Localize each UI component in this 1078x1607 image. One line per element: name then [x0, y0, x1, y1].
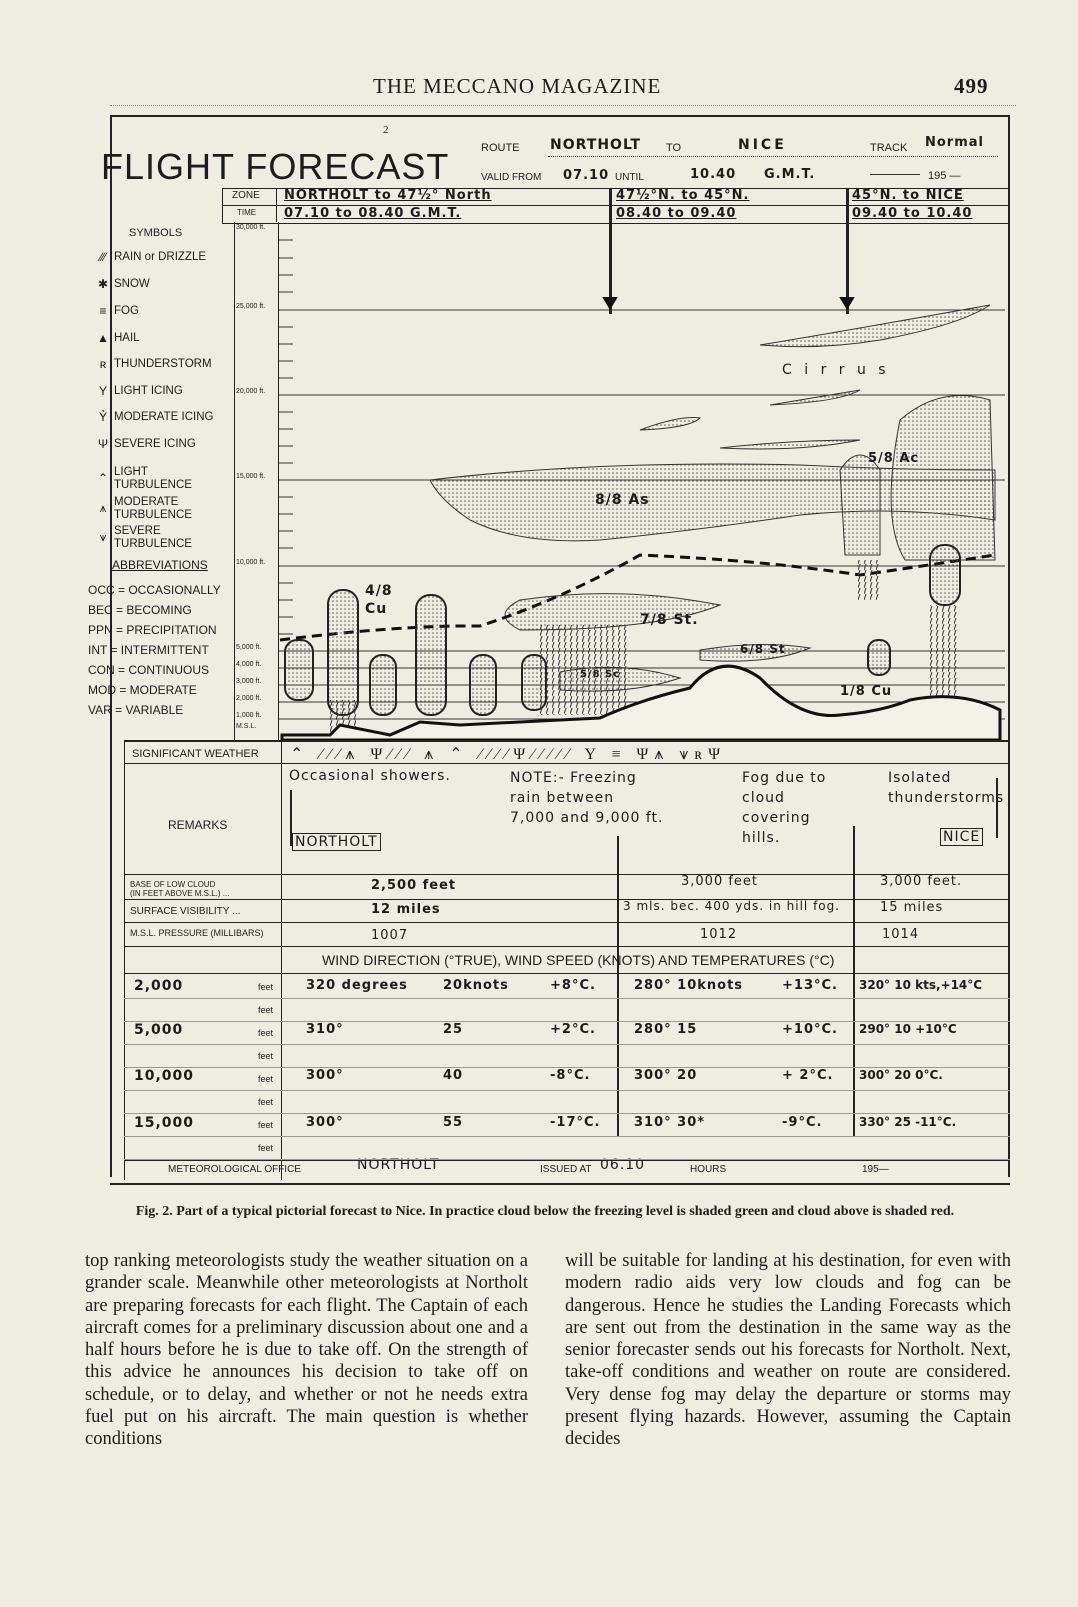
wind-altitude: 2,000	[134, 978, 184, 994]
time-2: 08.40 to 09.40	[616, 206, 737, 221]
office-label: METEOROLOGICAL OFFICE	[168, 1164, 301, 1175]
feet-label: feet	[258, 1143, 274, 1153]
valid-from-label: VALID FROM	[481, 172, 542, 183]
end-arrow	[996, 778, 998, 838]
remark-freezing-rain: NOTE:- Freezing rain between 7,000 and 9,000 ft.	[510, 770, 664, 826]
wind-z2-dir-speed: 280° 15	[634, 1022, 698, 1037]
wind-altitude: 15,000	[134, 1115, 195, 1131]
wind-z1-temp: +8°C.	[550, 978, 596, 993]
route-label: ROUTE	[481, 142, 520, 154]
symbol-label: THUNDERSTORM	[114, 358, 212, 371]
altitude-label: 2,000 ft.	[236, 695, 262, 702]
symbol-label: HAIL	[114, 332, 140, 345]
label-col-line	[281, 740, 282, 1180]
symbol-row	[92, 250, 206, 264]
page-number: 499	[954, 74, 989, 98]
wind-z1-direction: 310°	[306, 1022, 344, 1037]
abbreviation-item: MOD = MODERATE	[88, 683, 197, 697]
start-arrow	[290, 790, 292, 846]
row-label-pressure: M.S.L. PRESSURE (MILLIBARS)	[130, 928, 264, 938]
light-icing-icon: Y	[98, 384, 107, 398]
track-label: TRACK	[870, 142, 908, 154]
form-bottom	[110, 1183, 1010, 1185]
wind-z2-temp: +13°C.	[782, 978, 838, 993]
issued-value: 06.10	[600, 1157, 646, 1173]
route-to: NICE	[738, 137, 787, 153]
symbol-label: SNOW	[114, 278, 150, 291]
severe-turbulence-icon: ⩛	[99, 530, 107, 545]
altitude-label: 30,000 ft.	[236, 224, 266, 231]
wind-z1-temp: -8°C.	[550, 1068, 591, 1083]
zone-1: NORTHOLT to 47½° North	[284, 188, 492, 203]
wind-row-line	[124, 1113, 1010, 1114]
altitude-label: 20,000 ft.	[236, 388, 266, 395]
wind-z1-temp: +2°C.	[550, 1022, 596, 1037]
wind-z3: 300° 20 0°C.	[859, 1068, 943, 1082]
abbreviation-item: OCC = OCCASIONALLY	[88, 583, 221, 597]
time-label: TIME	[237, 208, 257, 217]
wind-z1-speed: 55	[443, 1115, 464, 1130]
wind-z2-dir-speed: 300° 20	[634, 1068, 698, 1083]
thunderstorm-icon: ʀ	[99, 357, 107, 371]
altitude-label: 15,000 ft.	[236, 473, 266, 480]
wind-top-line	[124, 973, 1010, 974]
hail-icon: ▲	[97, 331, 109, 345]
feet-label: feet	[258, 1074, 274, 1084]
track-value: Normal	[925, 135, 984, 150]
symbol-label: SEVERE TURBULENCE	[114, 525, 192, 550]
symbol-label: MODERATE ICING	[114, 411, 214, 424]
row-line-2	[124, 899, 1010, 900]
feet-label: feet	[258, 1005, 274, 1015]
abbreviation-item: VAR = VARIABLE	[88, 703, 184, 717]
footer-year: 195—	[862, 1164, 889, 1175]
valid-from: 07.10	[563, 168, 610, 183]
significant-weather-label: SIGNIFICANT WEATHER	[132, 748, 259, 760]
sigwx-top	[124, 740, 1010, 742]
sigwx-symbols: ⌃ ⁄⁄⁄⩚ Ψ⁄⁄⁄ ⩚ ⌃ ⁄⁄⁄⁄Ψ⁄⁄⁄⁄⁄ Y ≡ Ψ⩚ ⩛ʀΨ	[290, 746, 726, 763]
route-to-label: TO	[666, 142, 682, 154]
symbol-row	[92, 331, 140, 345]
visibility-z1: 12 miles	[371, 902, 441, 917]
wind-z1-temp: -17°C.	[550, 1115, 601, 1130]
wind-row-line	[124, 1159, 1010, 1160]
route-from: NORTHOLT	[550, 137, 642, 153]
row-line-3	[124, 922, 1010, 923]
altitude-label: 10,000 ft.	[236, 559, 266, 566]
cu-right-label: 1/8 Cu	[840, 684, 893, 699]
remarks-label: REMARKS	[168, 818, 228, 832]
feet-label: feet	[258, 982, 274, 992]
zone-3: 45°N. to NICE	[852, 188, 964, 203]
wind-z2-temp: -9°C.	[782, 1115, 823, 1130]
moderate-turbulence-icon: ⩚	[99, 501, 107, 516]
symbols-title: SYMBOLS	[129, 227, 183, 239]
pressure-z2: 1012	[700, 927, 738, 942]
pressure-z3: 1014	[882, 927, 920, 942]
altitude-label: 4,000 ft.	[236, 661, 262, 668]
table-left	[124, 740, 125, 1180]
symbol-row	[92, 496, 192, 522]
wind-row-line	[124, 1136, 1010, 1137]
severe-icing-icon: Ψ	[97, 437, 109, 451]
until-value: 10.40	[690, 167, 737, 182]
wind-z1-speed: 20knots	[443, 978, 509, 993]
symbol-label: FOG	[114, 305, 139, 318]
wind-z3: 320° 10 kts,+14°C	[859, 978, 983, 992]
symbol-label: LIGHT TURBULENCE	[114, 466, 192, 491]
symbol-label: SEVERE ICING	[114, 438, 196, 451]
symbol-row	[92, 525, 192, 551]
snow-icon: ✱	[97, 277, 109, 291]
ac-label: 5/8 Ac	[868, 451, 920, 466]
row-label-cloud-base: BASE OF LOW CLOUD (IN FEET ABOVE M.S.L.) ...	[130, 880, 230, 898]
article-column-2: will be suitable for landing at his destination, for even with modern radio aids very low clouds and fog can be dangerous. Hence he studies the Landing Forecasts which are sent out from the destination in the same way as the senior forecaster sends out his forecasts for Northolt. Next, take-off conditions and weather on route are considered. Very dense fog may delay the departure or storms may present flying hazards. However, assuming the Captain decides	[565, 1251, 1011, 1450]
row-label-visibility: SURFACE VISIBILITY ...	[130, 906, 241, 917]
wind-z2-temp: +10°C.	[782, 1022, 838, 1037]
row-line-4	[124, 946, 1010, 947]
cirrus-label: C i r r u s	[782, 362, 890, 378]
light-turbulence-icon: ⌃	[97, 471, 109, 486]
time-3: 09.40 to 10.40	[852, 206, 973, 221]
cloud-base-z3: 3,000 feet.	[880, 874, 963, 889]
gmt-label: G.M.T.	[764, 167, 816, 182]
symbol-label: MODERATE TURBULENCE	[114, 496, 192, 521]
wind-z1-direction: 320 degrees	[306, 978, 408, 993]
feet-label: feet	[258, 1028, 274, 1038]
wind-z2-temp: + 2°C.	[782, 1068, 834, 1083]
altitude-label: M.S.L.	[236, 723, 257, 730]
remark-start-northolt: NORTHOLT	[292, 833, 381, 851]
remark-fog: Fog due to cloud covering hills.	[742, 770, 827, 846]
abbreviation-item: CON = CONTINUOUS	[88, 663, 210, 677]
abbreviation-item: INT = INTERMITTENT	[88, 643, 209, 657]
cloud-base-z1: 2,500 feet	[371, 878, 457, 893]
abbreviation-item: BEC = BECOMING	[88, 603, 192, 617]
wind-z3: 290° 10 +10°C	[859, 1022, 957, 1036]
symbol-row	[92, 357, 212, 371]
until-label: UNTIL	[615, 172, 644, 183]
as-label: 8/8 As	[595, 492, 650, 508]
remark-showers: Occasional showers.	[289, 768, 451, 784]
altitude-label: 5,000 ft.	[236, 644, 262, 651]
hours-label: HOURS	[690, 1164, 727, 1175]
moderate-icing-icon: Ỷ	[98, 410, 107, 424]
office-value: NORTHOLT	[357, 1157, 440, 1173]
cloud-base-z2: 3,000 feet	[681, 874, 759, 889]
table-boundary-1	[617, 836, 619, 1136]
wind-z3: 330° 25 -11°C.	[859, 1115, 957, 1129]
feet-label: feet	[258, 1097, 274, 1107]
zone-2: 47½°N. to 45°N.	[616, 188, 750, 203]
wind-row-line	[124, 1090, 1010, 1091]
wind-row-line	[124, 1044, 1010, 1045]
magazine-title: THE MECCANO MAGAZINE	[373, 74, 662, 98]
altitude-label: 1,000 ft.	[236, 712, 262, 719]
symbol-label: RAIN or DRIZZLE	[114, 251, 207, 264]
wind-altitude: 5,000	[134, 1022, 184, 1038]
corner-number: 2	[383, 124, 389, 136]
altitude-label: 3,000 ft.	[236, 678, 262, 685]
altitude-label: 25,000 ft.	[236, 303, 266, 310]
visibility-z2: 3 mls. bec. 400 yds. in hill fog.	[623, 899, 841, 913]
cu-left-label: 4/8 Cu	[365, 583, 393, 617]
wind-table-title: WIND DIRECTION (°TRUE), WIND SPEED (KNOTS) AND TEMPERATURES (°C)	[322, 952, 835, 968]
symbol-label: LIGHT ICING	[114, 385, 183, 398]
form-title: FLIGHT FORECAST	[101, 146, 450, 187]
abbreviation-item: PPN = PRECIPITATION	[88, 623, 217, 637]
zone-label: ZONE	[232, 190, 260, 201]
visibility-z3: 15 miles	[880, 900, 944, 915]
wind-z1-direction: 300°	[306, 1068, 344, 1083]
form-year: 195 —	[928, 170, 961, 182]
wind-z2-dir-speed: 310° 30*	[634, 1115, 706, 1130]
feet-label: feet	[258, 1120, 274, 1130]
symbol-row	[92, 384, 183, 398]
time-1: 07.10 to 08.40 G.M.T.	[284, 206, 462, 221]
article-column-1: top ranking meteorologists study the weather situation on a grander scale. Meanwhile other meteorologists at Northolt are preparing forecasts for each flight. The Captain of each aircraft comes for a preliminary discussion about one and a half hours before he is due to take off. On the strength of this advice he announces his decision to take off on schedule, or to delay, and whether or not he needs extra fuel put on his aircraft. The main question is whether conditions	[85, 1251, 528, 1450]
st-label: 7/8 St.	[640, 612, 699, 628]
symbol-row	[92, 277, 150, 291]
remark-thunderstorms: Isolated thunderstorms	[888, 770, 1005, 806]
abbreviations-title: ABBREVIATIONS	[112, 558, 208, 572]
sc-label: 5/8 Sc	[580, 669, 621, 680]
st2-label: 6/8 St	[740, 642, 786, 656]
wind-z1-speed: 40	[443, 1068, 464, 1083]
symbol-row	[92, 466, 192, 492]
wind-z1-direction: 300°	[306, 1115, 344, 1130]
wind-altitude: 10,000	[134, 1068, 195, 1084]
symbol-row	[92, 304, 139, 318]
fog-icon: ≡	[99, 304, 107, 318]
pressure-z1: 1007	[371, 928, 409, 943]
rain-drizzle-icon: ⁄⁄⁄	[99, 250, 106, 264]
wind-bottom-line	[124, 1160, 1010, 1161]
wind-z1-speed: 25	[443, 1022, 464, 1037]
issued-label: ISSUED AT	[540, 1164, 592, 1175]
symbol-row	[92, 437, 196, 451]
row-line-1	[124, 874, 1010, 875]
wind-row-line	[124, 998, 1010, 999]
figure-caption: Fig. 2. Part of a typical pictorial forecast to Nice. In practice cloud below the freezing level is shaded green and cloud above is shaded red.	[135, 1204, 955, 1219]
feet-label: feet	[258, 1051, 274, 1061]
remark-end-nice: NICE	[940, 828, 983, 846]
wind-z2-dir-speed: 280° 10knots	[634, 978, 744, 993]
symbol-row	[92, 410, 213, 424]
